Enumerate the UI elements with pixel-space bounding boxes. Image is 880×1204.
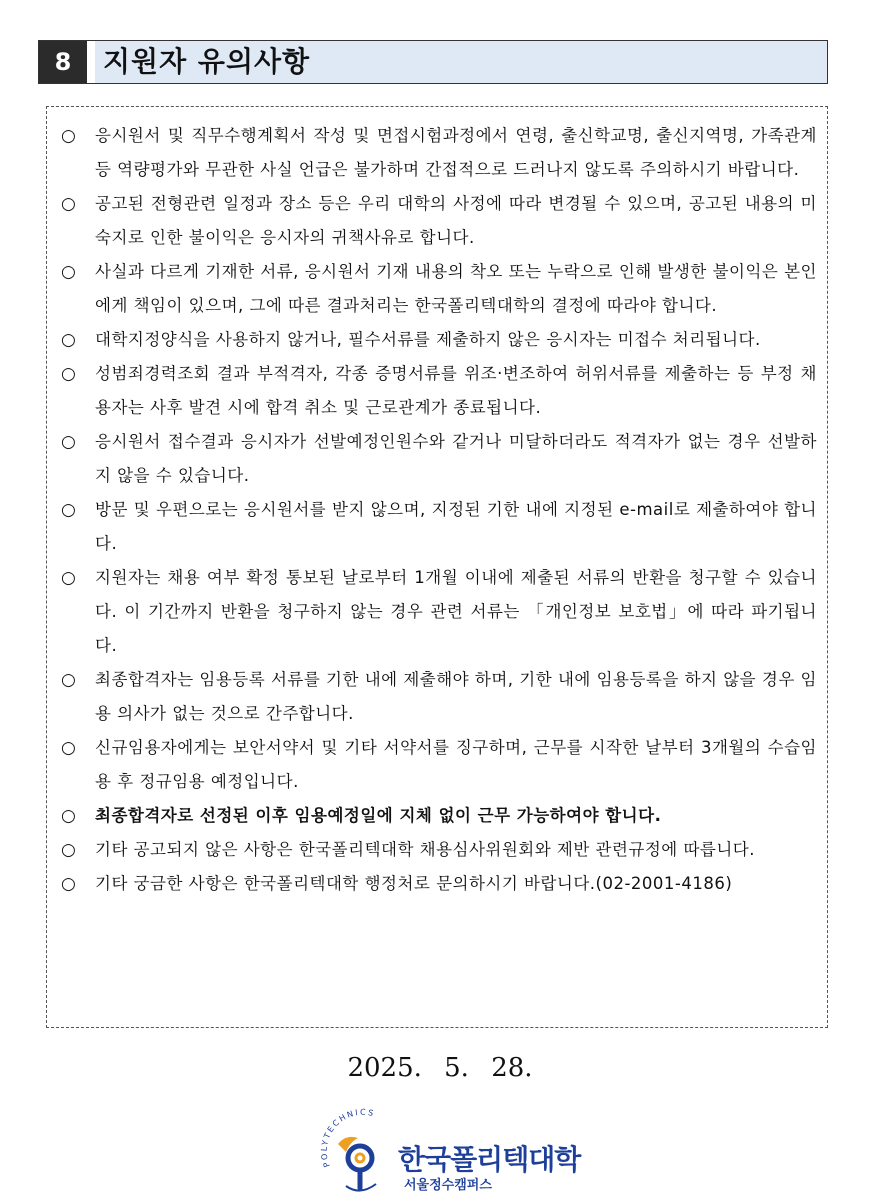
- polytech-emblem-icon: [316, 1108, 406, 1198]
- bullet-circle-icon: ○: [61, 874, 77, 894]
- notice-text: 대학지정양식을 사용하지 않거나, 필수서류를 제출하지 않은 응시자는 미접수 처리됩니다.: [95, 330, 761, 349]
- notice-text: 성범죄경력조회 결과 부적격자, 각종 증명서류를 위조·변조하여 허위서류를 제출하는 등 부정 채용자는 사후 발견 시에 합격 취소 및 근로관계가 종료됩니다.: [95, 364, 817, 417]
- notice-item: [55, 323, 817, 357]
- notice-item: [55, 187, 817, 255]
- document-date: 2025. 5. 28.: [347, 1053, 533, 1083]
- section-divider: [87, 41, 95, 83]
- bullet-circle-icon: ○: [61, 194, 77, 214]
- logo-campus-name: 서울정수캠퍼스: [404, 1178, 492, 1193]
- notice-text: 최종합격자는 임용등록 서류를 기한 내에 제출해야 하며, 기한 내에 임용등록을 하지 않을 경우 임용 의사가 없는 것으로 간주합니다.: [95, 670, 817, 723]
- notice-text: 응시원서 접수결과 응시자가 선발예정인원수와 같거나 미달하더라도 적격자가 없는 경우 선발하지 않을 수 있습니다.: [95, 432, 817, 485]
- bullet-circle-icon: ○: [61, 500, 77, 520]
- college-logo: [316, 1108, 581, 1198]
- notice-text: 최종합격자로 선정된 이후 임용예정일에 지체 없이 근무 가능하여야 합니다.: [95, 806, 662, 825]
- notice-item: [55, 493, 817, 561]
- notice-item: [55, 425, 817, 493]
- notice-text: 기타 궁금한 사항은 한국폴리텍대학 행정처로 문의하시기 바랍니다.(02-2001-4186): [95, 874, 733, 893]
- bullet-circle-icon: ○: [61, 738, 77, 758]
- bullet-circle-icon: ○: [61, 262, 77, 282]
- notice-list: [55, 119, 817, 901]
- bullet-circle-icon: ○: [61, 806, 77, 826]
- notice-item: [55, 255, 817, 323]
- notice-text: 공고된 전형관련 일정과 장소 등은 우리 대학의 사정에 따라 변경될 수 있으며, 공고된 내용의 미숙지로 인한 불이익은 응시자의 귀책사유로 합니다.: [95, 194, 817, 247]
- notice-item: [55, 833, 817, 867]
- bullet-circle-icon: ○: [61, 126, 77, 146]
- section-header: [38, 40, 828, 84]
- bullet-circle-icon: ○: [61, 364, 77, 384]
- notice-item: [55, 799, 817, 833]
- notice-item: [55, 119, 817, 187]
- notice-item: [55, 357, 817, 425]
- bullet-circle-icon: ○: [61, 670, 77, 690]
- notice-text: 방문 및 우편으로는 응시원서를 받지 않으며, 지정된 기한 내에 지정된 e-mail로 제출하여야 합니다.: [95, 500, 817, 553]
- notice-text: 사실과 다르게 기재한 서류, 응시원서 기재 내용의 착오 또는 누락으로 인해 발생한 불이익은 본인에게 책임이 있으며, 그에 따른 결과처리는 한국폴리텍대학의 결정에 따라야 합니다.: [95, 262, 817, 315]
- bullet-circle-icon: ○: [61, 568, 77, 588]
- notice-text: 기타 공고되지 않은 사항은 한국폴리텍대학 채용심사위원회와 제반 관련규정에 따릅니다.: [95, 840, 755, 859]
- logo-arc-text: POLYTECHNICS: [319, 1108, 377, 1169]
- notice-text: 지원자는 채용 여부 확정 통보된 날로부터 1개월 이내에 제출된 서류의 반환을 청구할 수 있습니다. 이 기간까지 반환을 청구하지 않는 경우 관련 서류는 「개인정보 보호법」에 따라 파기됩니다.: [95, 568, 817, 655]
- notice-box: [46, 106, 828, 1028]
- notice-item: [55, 867, 817, 901]
- notice-item: [55, 731, 817, 799]
- notice-item: [55, 561, 817, 663]
- section-title: 지원자 유의사항: [103, 45, 311, 78]
- logo-college-name: 한국폴리텍대학: [398, 1143, 581, 1176]
- section-number: 8: [39, 41, 87, 83]
- notice-item: [55, 663, 817, 731]
- bullet-circle-icon: ○: [61, 330, 77, 350]
- notice-text: 신규임용자에게는 보안서약서 및 기타 서약서를 징구하며, 근무를 시작한 날부터 3개월의 수습임용 후 정규임용 예정입니다.: [95, 738, 817, 791]
- notice-text: 응시원서 및 직무수행계획서 작성 및 면접시험과정에서 연령, 출신학교명, 출신지역명, 가족관계 등 역량평가와 무관한 사실 언급은 불가하며 간접적으로 드러나지 않도록 주의하시기 바랍니다.: [95, 126, 817, 179]
- bullet-circle-icon: ○: [61, 432, 77, 452]
- bullet-circle-icon: ○: [61, 840, 77, 860]
